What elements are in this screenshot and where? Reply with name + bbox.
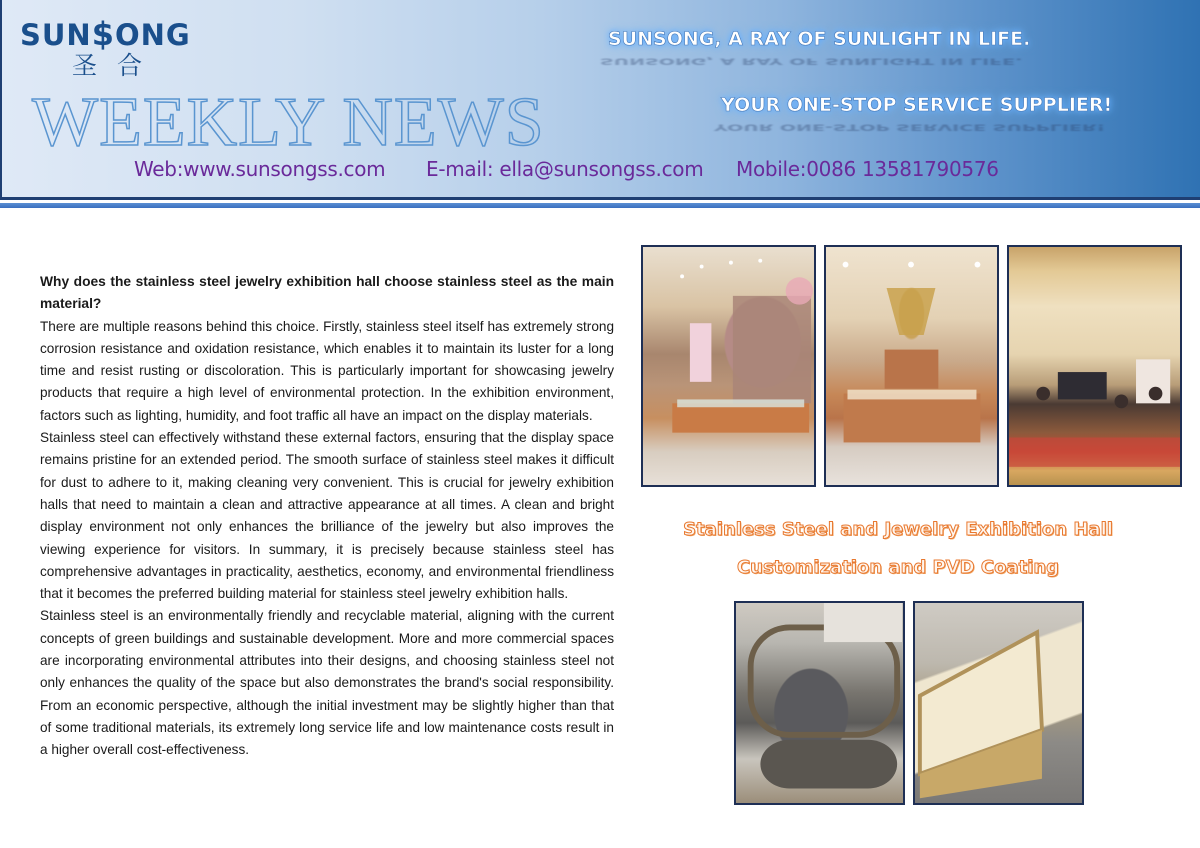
article-paragraph-2: Stainless steel can effectively withstand these external factors, ensuring that the display space remains pristine for an extended period. The smooth surface of stainless steel makes it difficult for dust to adhere to it, making cleaning very convenient. This is crucial for jewelry exhibition halls that need to maintain a clean and attractive appearance at all times. A clean and bright display environment not only enhances the brilliance of the jewelry but also improves the viewing experience for visitors. In summary, it is precisely because stainless steel has comprehensive advantages in practicality, aesthetics, economy, and environmental friendliness that it becomes the preferred building material for stainless steel jewelry exhibition halls. [40, 430, 614, 602]
slogan-sunlight: SUNSONG, A RAY OF SUNLIGHT IN LIFE. [608, 28, 1031, 50]
photo-store-chandelier [824, 245, 999, 487]
sunsong-logo [20, 15, 210, 81]
gallery-caption-line-1: Stainless Steel and Jewelry Exhibition Hall [683, 519, 1113, 540]
article-paragraph-1: There are multiple reasons behind this choice. Firstly, stainless steel itself has extremely strong corrosion resistance and oxidation resistance, which enables it to maintain its luster for a long time and resist rusting or discoloration. This is particularly important for showcasing jewelry products that require a high level of environmental protection. In the exhibition environment, factors such as lighting, humidity, and foot traffic all have an impact on the display materials. [40, 318, 614, 423]
rect-case-illustration [915, 603, 1082, 802]
slogan-sunlight-reflection: SUNSONG, A RAY OF SUNLIGHT IN LIFE. [600, 56, 1023, 66]
article-paragraph-3: Stainless steel is an environmentally friendly and recyclable material, aligning with the current concepts of green buildings and sustainable development. More and more commercial spaces are incorporating environmental attributes into their designs, and choosing stainless steel not only enhances the quality of the space but also demonstrates the brand's social responsibility. From an economic perspective, although the initial investment may be slightly higher than that of some traditional materials, its extremely long service life and low maintenance costs result in a higher overall cost-effectiveness. [40, 608, 614, 758]
contact-website[interactable]: Web:www.sunsongss.com [134, 157, 386, 181]
photo-oval-display-case [734, 601, 905, 805]
store-mural-illustration [643, 247, 814, 483]
header-banner [0, 0, 1200, 200]
store-shoppers-illustration [1009, 247, 1180, 483]
newsletter-title: WEEKLY NEWS [32, 84, 545, 161]
gallery-caption-line-2: Customization and PVD Coating [736, 557, 1060, 578]
logo-chinese: 圣合 [72, 51, 163, 80]
logo-wordmark: SUN$ONG [20, 15, 191, 53]
header-divider-blue [0, 203, 1200, 208]
article-body [40, 271, 614, 762]
logo-dollar-glyph: $ [91, 15, 115, 53]
article-heading: Why does the stainless steel jewelry exhibition hall choose stainless steel as the main material? [40, 274, 614, 312]
store-chandelier-illustration [826, 247, 997, 483]
slogan-one-stop-reflection: YOUR ONE-STOP SERVICE SUPPLIER! [714, 122, 1106, 132]
oval-case-illustration [736, 603, 903, 802]
photo-store-shoppers [1007, 245, 1182, 487]
photo-store-mural [641, 245, 816, 487]
contact-email[interactable]: E-mail: ella@sunsongss.com [426, 157, 704, 181]
slogan-one-stop: YOUR ONE-STOP SERVICE SUPPLIER! [721, 94, 1113, 116]
contact-mobile: Mobile:0086 13581790576 [736, 157, 999, 181]
photo-rectangular-display-case [913, 601, 1084, 805]
